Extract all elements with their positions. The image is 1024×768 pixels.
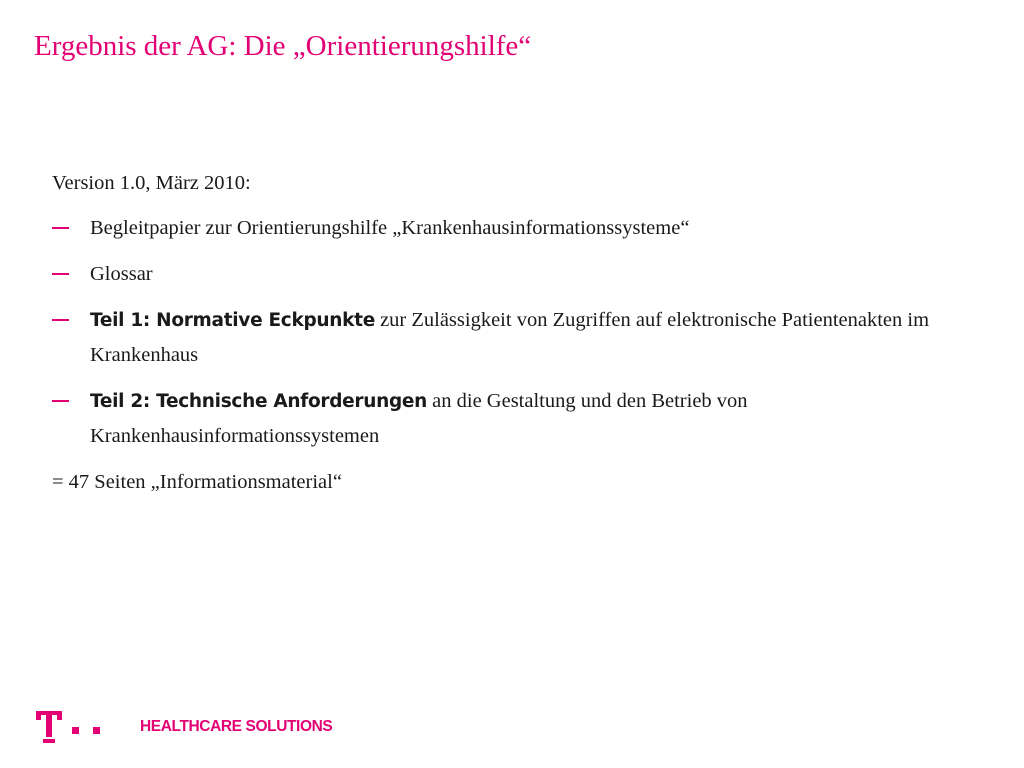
list-item-text: Begleitpapier zur Orientierungshilfe „Krankenhausinformationssysteme“ [90,217,690,239]
list-item-glossar [52,257,932,292]
version-line: Version 1.0, März 2010: [52,172,251,194]
list-item-bold: Teil 1: Normative Eckpunkte [90,310,375,331]
slide-body [52,166,932,500]
telekom-t-logo-icon [36,711,62,743]
list-item-text: an die Gestaltung und den Betrieb von Krankenhausinformationssystemen [90,390,748,447]
list-item-begleitpapier [52,211,932,246]
dash-bullet-icon [52,400,69,402]
dash-bullet-icon [52,273,69,275]
dash-bullet-icon [52,319,69,321]
list-item-bold: Teil 2: Technische Anforderungen [90,391,428,412]
dash-bullet-icon [52,227,69,229]
list-item-teil-1 [52,303,932,373]
brand-name: HEALTHCARE SOLUTIONS [140,718,333,735]
list-item-text: zur Zulässigkeit von Zugriffen auf elektronische Patientenakten im Krankenhaus [90,309,930,366]
summary-line: = 47 Seiten „Informationsmaterial“ [52,471,342,493]
list-item-text: Glossar [90,263,153,285]
slide-title: Ergebnis der AG: Die „Orientierungshilfe“ [34,30,532,62]
logo-dot-icon [72,727,79,734]
logo-dot-icon [93,727,100,734]
list-item-teil-2 [52,384,932,454]
